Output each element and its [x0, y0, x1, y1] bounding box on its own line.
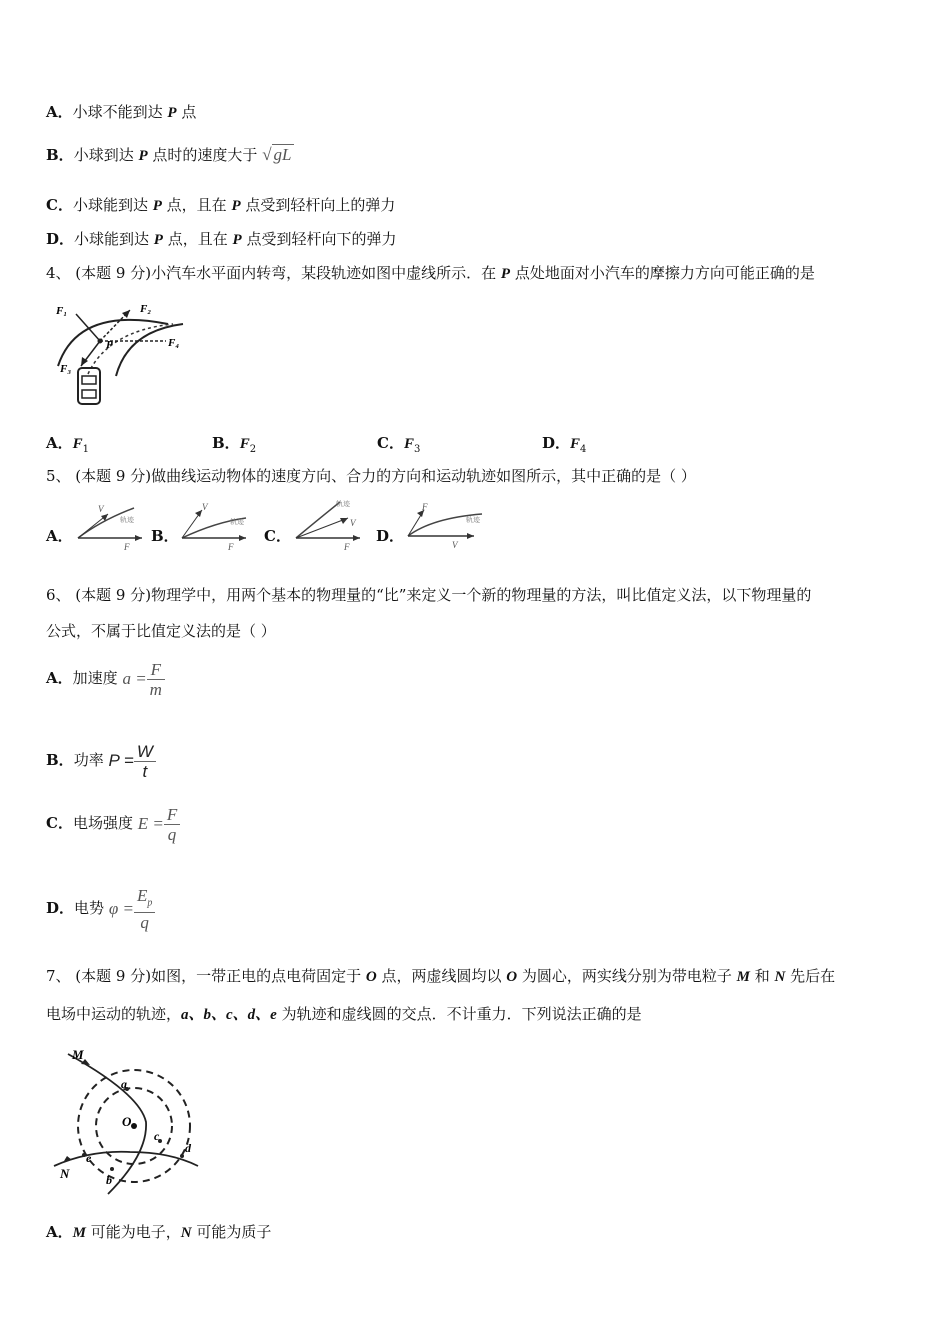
- q4-option-a: A．$F_1$: [46, 434, 90, 455]
- fig-label-a: a: [121, 1077, 127, 1091]
- q4-option-b: B．$F_2$: [212, 434, 257, 455]
- q3-option-b: B．小球到达 P 点时的速度大于 √ gL: [46, 145, 292, 164]
- formula-fraction: $\frac{E_p}{q}$: [134, 886, 155, 932]
- svg-text:轨迹: 轨迹: [120, 516, 134, 524]
- q7-field-figure: [50, 1044, 210, 1198]
- q6-stem-line-2: 公式，不属于比值定义法的是（ ）: [46, 622, 276, 640]
- fig-label-b: b: [106, 1173, 112, 1187]
- fig-label-o: O: [122, 1114, 132, 1129]
- q4-stem: 4、 (本题 9 分)小汽车水平面内转弯，某段轨迹如图中虚线所示．在 P 点处地面对小汽车的摩擦力方向可能正确的是: [46, 264, 815, 282]
- q5-label-a: A．: [46, 527, 73, 545]
- svg-text:F: F: [124, 542, 130, 552]
- fig-label-f2: F₂: [140, 303, 152, 315]
- svg-text:V: V: [350, 518, 356, 528]
- svg-text:轨迹: 轨迹: [336, 500, 350, 508]
- q4-turning-car-figure: [48, 296, 193, 411]
- q5-figure-a: [72, 500, 147, 552]
- fig-label-n: N: [60, 1166, 70, 1181]
- svg-text:轨迹: 轨迹: [230, 518, 244, 526]
- fig-label-d: d: [185, 1141, 191, 1155]
- sqrt-gl-formula: √ gL: [262, 145, 292, 164]
- formula-fraction: $\frac{W}{t}$: [134, 742, 156, 781]
- q5-figure-b: [176, 500, 251, 552]
- q6-option-c: C．电场强度 E = $\frac{F}{q}$: [46, 803, 180, 844]
- fig-label-p: P: [106, 339, 113, 351]
- q7-stem-line-1: 7、 (本题 9 分)如图，一带正电的点电荷固定于 O 点，两虚线圆均以 O 为圆心，两实线分别为带电粒子 M 和 N 先后在: [46, 967, 836, 985]
- q3-option-c: C．小球能到达 P 点，且在 P 点受到轻杆向上的弹力: [46, 196, 396, 214]
- svg-text:V: V: [98, 504, 104, 514]
- q5-label-c: C．: [264, 527, 291, 545]
- q4-option-c: C．$F_3$: [377, 434, 421, 455]
- q6-option-b: B．功率 P = $\frac{W}{t}$: [46, 740, 156, 781]
- fig-label-e: e: [86, 1151, 92, 1165]
- q7-option-a: A．M 可能为电子，N 可能为质子: [46, 1223, 272, 1241]
- formula-fraction: $\frac{F}{q}$: [164, 805, 180, 844]
- q5-figure-d: [402, 498, 490, 552]
- fig-label-f3: F₃: [60, 363, 72, 375]
- svg-text:V: V: [452, 540, 458, 550]
- q5-label-b: B．: [151, 527, 179, 545]
- fig-label-m: M: [72, 1047, 84, 1062]
- svg-text:F: F: [228, 542, 234, 552]
- svg-text:F: F: [422, 502, 428, 512]
- q7-stem-line-2: 电场中运动的轨迹，a、b、c、d、e 为轨迹和虚线圆的交点．不计重力．下列说法正确的是: [46, 1005, 642, 1023]
- svg-text:轨迹: 轨迹: [466, 516, 480, 524]
- svg-text:F: F: [344, 542, 350, 552]
- formula-fraction: $\frac{F}{m}$: [147, 660, 165, 699]
- q5-label-d: D．: [376, 527, 405, 545]
- q5-figure-c: [290, 496, 365, 552]
- q5-stem: 5、 (本题 9 分)做曲线运动物体的速度方向、合力的方向和运动轨迹如图所示，其中正确的是（ ）: [46, 467, 696, 485]
- fig-label-c: c: [154, 1129, 160, 1143]
- q6-option-d: D．电势 φ = $\frac{E_p}{q}$: [46, 886, 155, 932]
- q6-option-a: A．加速度 a = $\frac{F}{m}$: [46, 658, 165, 699]
- q6-stem-line-1: 6、 (本题 9 分)物理学中，用两个基本的物理量的“比”来定义一个新的物理量的方法，叫比值定义法，以下物理量的: [46, 586, 812, 604]
- fig-label-f4: F₄: [168, 337, 180, 349]
- q3-option-d: D．小球能到达 P 点，且在 P 点受到轻杆向下的弹力: [46, 230, 397, 248]
- fig-label-f1: F₁: [56, 305, 68, 317]
- q4-option-d: D．$F_4$: [542, 434, 587, 455]
- q3-option-a: A．小球不能到达 P 点: [46, 103, 197, 121]
- svg-text:V: V: [202, 502, 208, 512]
